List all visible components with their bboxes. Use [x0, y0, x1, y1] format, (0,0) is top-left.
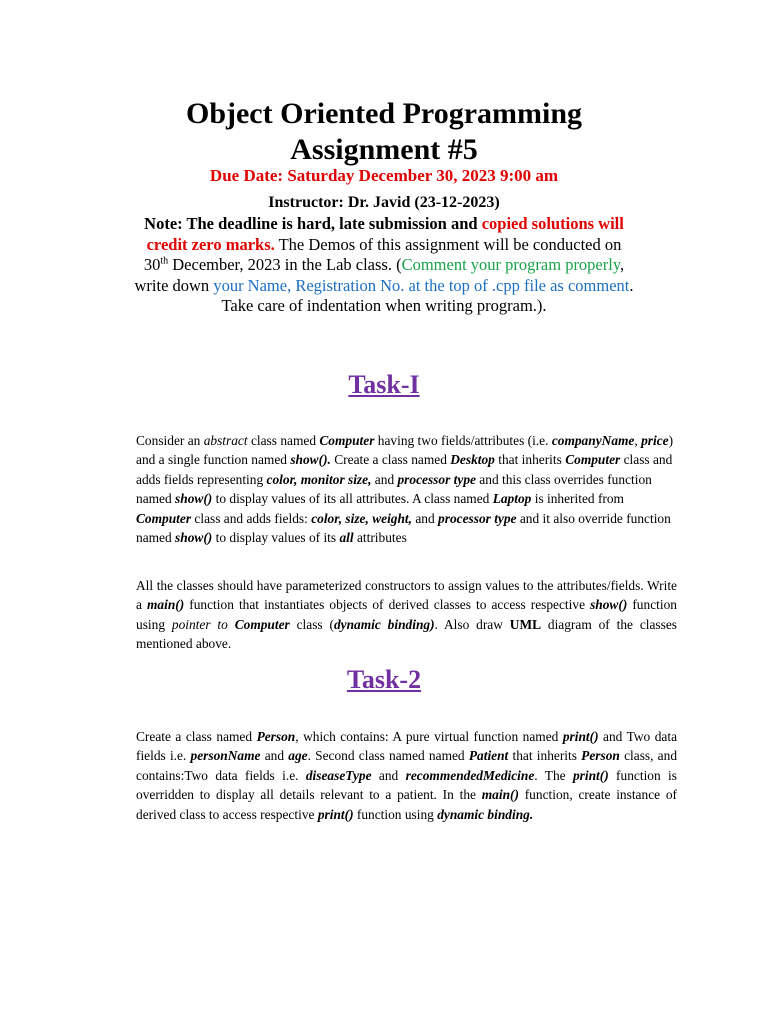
instructor: Instructor: Dr. Javid (23-12-2023) — [268, 194, 500, 211]
text: function using — [353, 806, 438, 822]
text: and — [260, 748, 289, 764]
text: having two fields/attributes (i.e. — [374, 433, 552, 448]
term-person: Person — [581, 748, 620, 764]
deadline-note — [134, 214, 634, 317]
note-write-down: , write down — [134, 255, 625, 295]
text: class and adds fields: — [191, 510, 312, 526]
text: that inherits — [494, 452, 566, 468]
text: , which contains: A pure virtual function named — [295, 729, 563, 744]
term-companyname: companyName — [551, 433, 635, 448]
term-dynamic-binding: dynamic binding) — [333, 616, 435, 632]
text: class, and contains:Two data fields i.e. — [136, 748, 678, 783]
term-laptop: Laptop — [492, 491, 532, 507]
term-personname: personName — [190, 748, 261, 764]
term-abstract: abstract — [203, 433, 248, 448]
note-lead: Note: The deadline is hard, late submission and — [144, 214, 482, 233]
term-show: show() — [175, 491, 213, 507]
note-name-reg: your Name, Registration No. at the top of .cpp file as comment — [213, 275, 630, 295]
text: Create a class named — [330, 452, 451, 468]
note-demos-after: December, 2023 in the Lab class. ( — [168, 255, 402, 274]
term-pointer-to: pointer to — [171, 616, 228, 632]
text: function is overridden to display all details relevant to a patient. In the — [136, 767, 677, 803]
term-print: print() — [317, 806, 354, 822]
text: function that instantiates objects of derived classes to access respective — [184, 597, 591, 613]
note-demos: The Demos of this assignment will be conducted on 30 — [143, 234, 622, 274]
title-line1: Object Oriented Programming — [185, 97, 583, 130]
text: . The — [534, 767, 573, 783]
term-main: main() — [481, 787, 519, 803]
text: and — [371, 767, 406, 783]
text: class and adds fields representing — [136, 452, 673, 487]
text: All the classes should have parameterized constructors to assign values to the attributes/fields. Write a — [136, 578, 677, 613]
note-tail: . Take care of indentation when writing program.). — [221, 275, 634, 315]
due-date: Due Date: Saturday December 30, 2023 9:00 am — [209, 166, 559, 185]
text: attributes — [353, 530, 407, 546]
term-computer: Computer — [234, 616, 290, 632]
term-processor-type: processor type — [397, 471, 476, 487]
text: and Two data fields i.e. — [136, 729, 678, 764]
task2-heading: Task-2 — [346, 665, 422, 694]
term-recommendedmedicine: recommendedMedicine — [405, 767, 535, 783]
term-computer: Computer — [565, 452, 621, 468]
term-diseasetype: diseaseType — [305, 767, 372, 783]
term-age: age — [288, 748, 308, 764]
text: class ( — [289, 616, 334, 632]
term-print: print() — [572, 767, 609, 783]
term-processor-type: processor type — [438, 510, 517, 526]
text — [228, 617, 235, 632]
text: . Also draw — [434, 616, 510, 632]
term-color-size-weight: color, size, weight, — [311, 510, 412, 526]
term-desktop: Desktop — [450, 452, 495, 468]
term-print: print() — [562, 729, 599, 744]
text: and — [371, 471, 398, 487]
text: and — [412, 510, 439, 526]
text: to display values of its all attributes. A class named — [212, 491, 493, 507]
text: ) and a single function named — [136, 433, 674, 468]
text: , — [634, 433, 642, 448]
text: that inherits — [508, 748, 582, 764]
text: . Second class named named — [307, 748, 469, 764]
note-sup: th — [160, 255, 169, 267]
title-line2: Assignment #5 — [290, 133, 478, 166]
term-computer: Computer — [319, 433, 375, 448]
term-show: show(). — [290, 452, 331, 468]
text: Create a class named — [136, 729, 257, 744]
text: diagram of the classes mentioned above. — [136, 616, 678, 652]
text: class named — [247, 433, 320, 448]
text: function using — [136, 597, 677, 632]
text: to display values of its — [212, 530, 340, 546]
term-patient: Patient — [468, 748, 509, 764]
term-all: all — [339, 530, 354, 546]
term-computer: Computer — [136, 510, 192, 526]
note-comment: Comment your program properly — [401, 255, 621, 274]
term-color-monitor: color, monitor size, — [266, 471, 372, 487]
text: and it also override function named — [136, 510, 671, 546]
term-price: price — [641, 433, 669, 448]
text: function, create instance of derived class to access respective — [136, 787, 678, 822]
term-show: show() — [175, 530, 213, 546]
task1-heading: Task-I — [348, 370, 420, 399]
note-copied-warning: copied solutions will credit zero marks. — [146, 214, 624, 254]
text: and this class overrides function named — [136, 471, 652, 507]
term-person: Person — [256, 729, 296, 744]
term-dynamic-binding: dynamic binding. — [437, 806, 534, 822]
task1-paragraph1 — [136, 431, 677, 547]
task2-paragraph — [136, 727, 677, 824]
task1-paragraph2 — [136, 576, 677, 654]
term-uml: UML — [509, 616, 542, 632]
term-main: main() — [147, 597, 185, 613]
text: is inherited from — [531, 491, 624, 507]
text: Consider an — [136, 433, 204, 448]
term-show: show() — [590, 597, 628, 613]
